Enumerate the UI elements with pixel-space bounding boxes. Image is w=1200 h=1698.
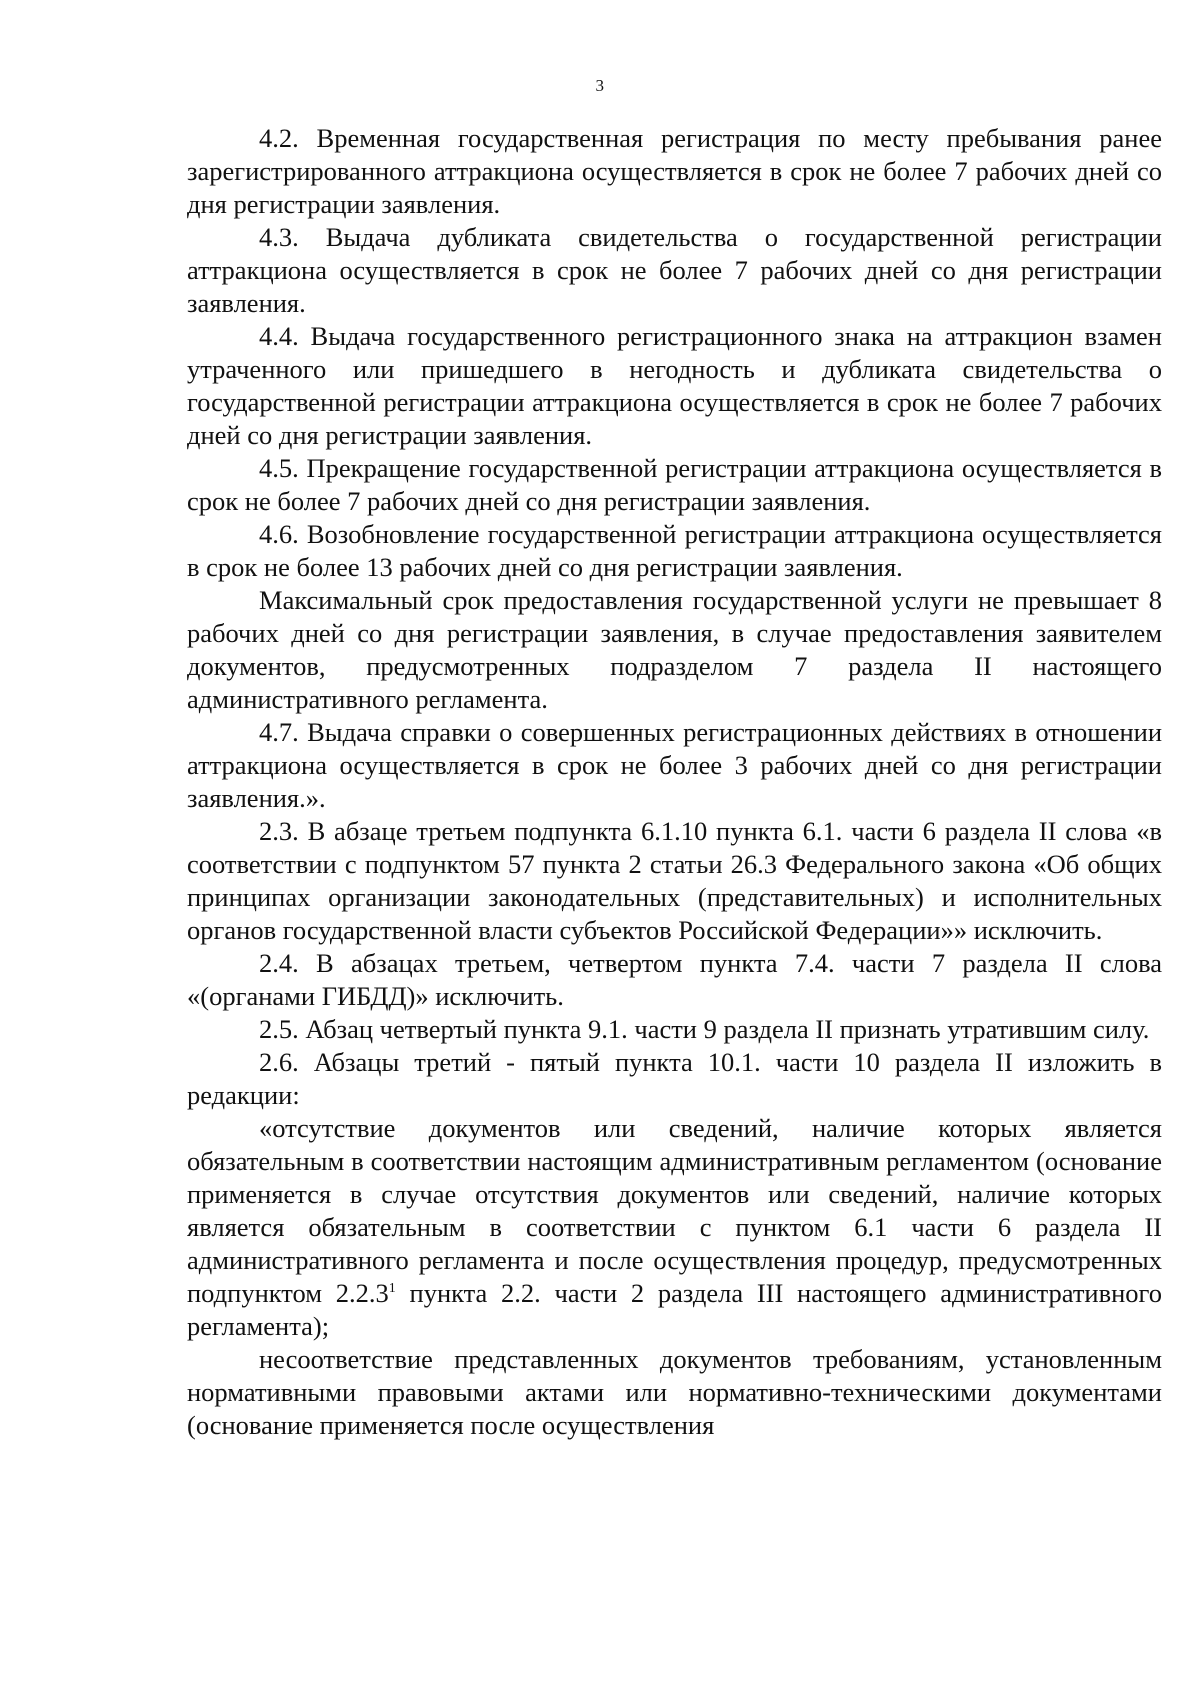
paragraph-quote-absence-tail: пункта 2.2. части 2 раздела III настоящего административного регламента);	[187, 1278, 1162, 1341]
paragraph-2-3: 2.3. В абзаце третьем подпункта 6.1.10 пункта 6.1. части 6 раздела II слова «в соответствии с подпунктом 57 пункта 2 статьи 26.3 Федерального закона «Об общих принципах организации законодательных (представительных) и исполнительных органов государственной власти субъектов Российской Федерации»» исключить.	[187, 816, 1162, 945]
paragraph-4-4: 4.4. Выдача государственного регистрационного знака на аттракцион взамен утраченного или пришедшего в негодность и дубликата свидетельства о государственной регистрации аттракциона осуществляется в срок не более 7 рабочих дней со дня регистрации заявления.	[187, 321, 1162, 450]
paragraph-quote-absence-text: «отсутствие документов или сведений, наличие которых является обязательным в соответствии настоящим административным регламентом (основание применяется в случае отсутствия документов или сведений, наличие которых является обязательным в соответствии с пунктом 6.1 части 6 раздела II административного регламента и после осуществления процедур, предусмотренных подпунктом 2.2.3	[187, 1113, 1162, 1308]
paragraph-nonconformity: несоответствие представленных документов требованиям, установленным нормативными правовыми актами или нормативно-техническими документами (основание применяется после осуществления	[187, 1344, 1162, 1440]
paragraph-2-6: 2.6. Абзацы третий - пятый пункта 10.1. части 10 раздела II изложить в редакции:	[187, 1047, 1162, 1110]
paragraph-2-4: 2.4. В абзацах третьем, четвертом пункта 7.4. части 7 раздела II слова «(органами ГИБДД)» исключить.	[187, 948, 1162, 1011]
paragraph-max-term: Максимальный срок предоставления государственной услуги не превышает 8 рабочих дней со дня регистрации заявления, в случае предоставления заявителем документов, предусмотренных подразделом 7 раздела II настоящего административного регламента.	[187, 585, 1162, 714]
paragraph-2-5: 2.5. Абзац четвертый пункта 9.1. части 9 раздела II признать утратившим силу.	[259, 1014, 1150, 1044]
paragraph-4-6: 4.6. Возобновление государственной регистрации аттракциона осуществляется в срок не более 13 рабочих дней со дня регистрации заявления.	[187, 519, 1162, 582]
page-number: 3	[595, 76, 605, 95]
paragraph-4-7: 4.7. Выдача справки о совершенных регистрационных действиях в отношении аттракциона осуществляется в срок не более 3 рабочих дней со дня регистрации заявления.».	[187, 717, 1162, 813]
document-body	[187, 122, 1162, 1442]
paragraph-4-2: 4.2. Временная государственная регистрация по месту пребывания ранее зарегистрированного аттракциона осуществляется в срок не более 7 рабочих дней со дня регистрации заявления.	[187, 123, 1162, 219]
paragraph-4-5: 4.5. Прекращение государственной регистрации аттракциона осуществляется в срок не более 7 рабочих дней со дня регистрации заявления.	[187, 453, 1162, 516]
superscript-footnote: 1	[388, 1281, 396, 1297]
paragraph-4-3: 4.3. Выдача дубликата свидетельства о государственной регистрации аттракциона осуществляется в срок не более 7 рабочих дней со дня регистрации заявления.	[187, 222, 1162, 318]
paragraph-quote-absence	[187, 1112, 1162, 1343]
